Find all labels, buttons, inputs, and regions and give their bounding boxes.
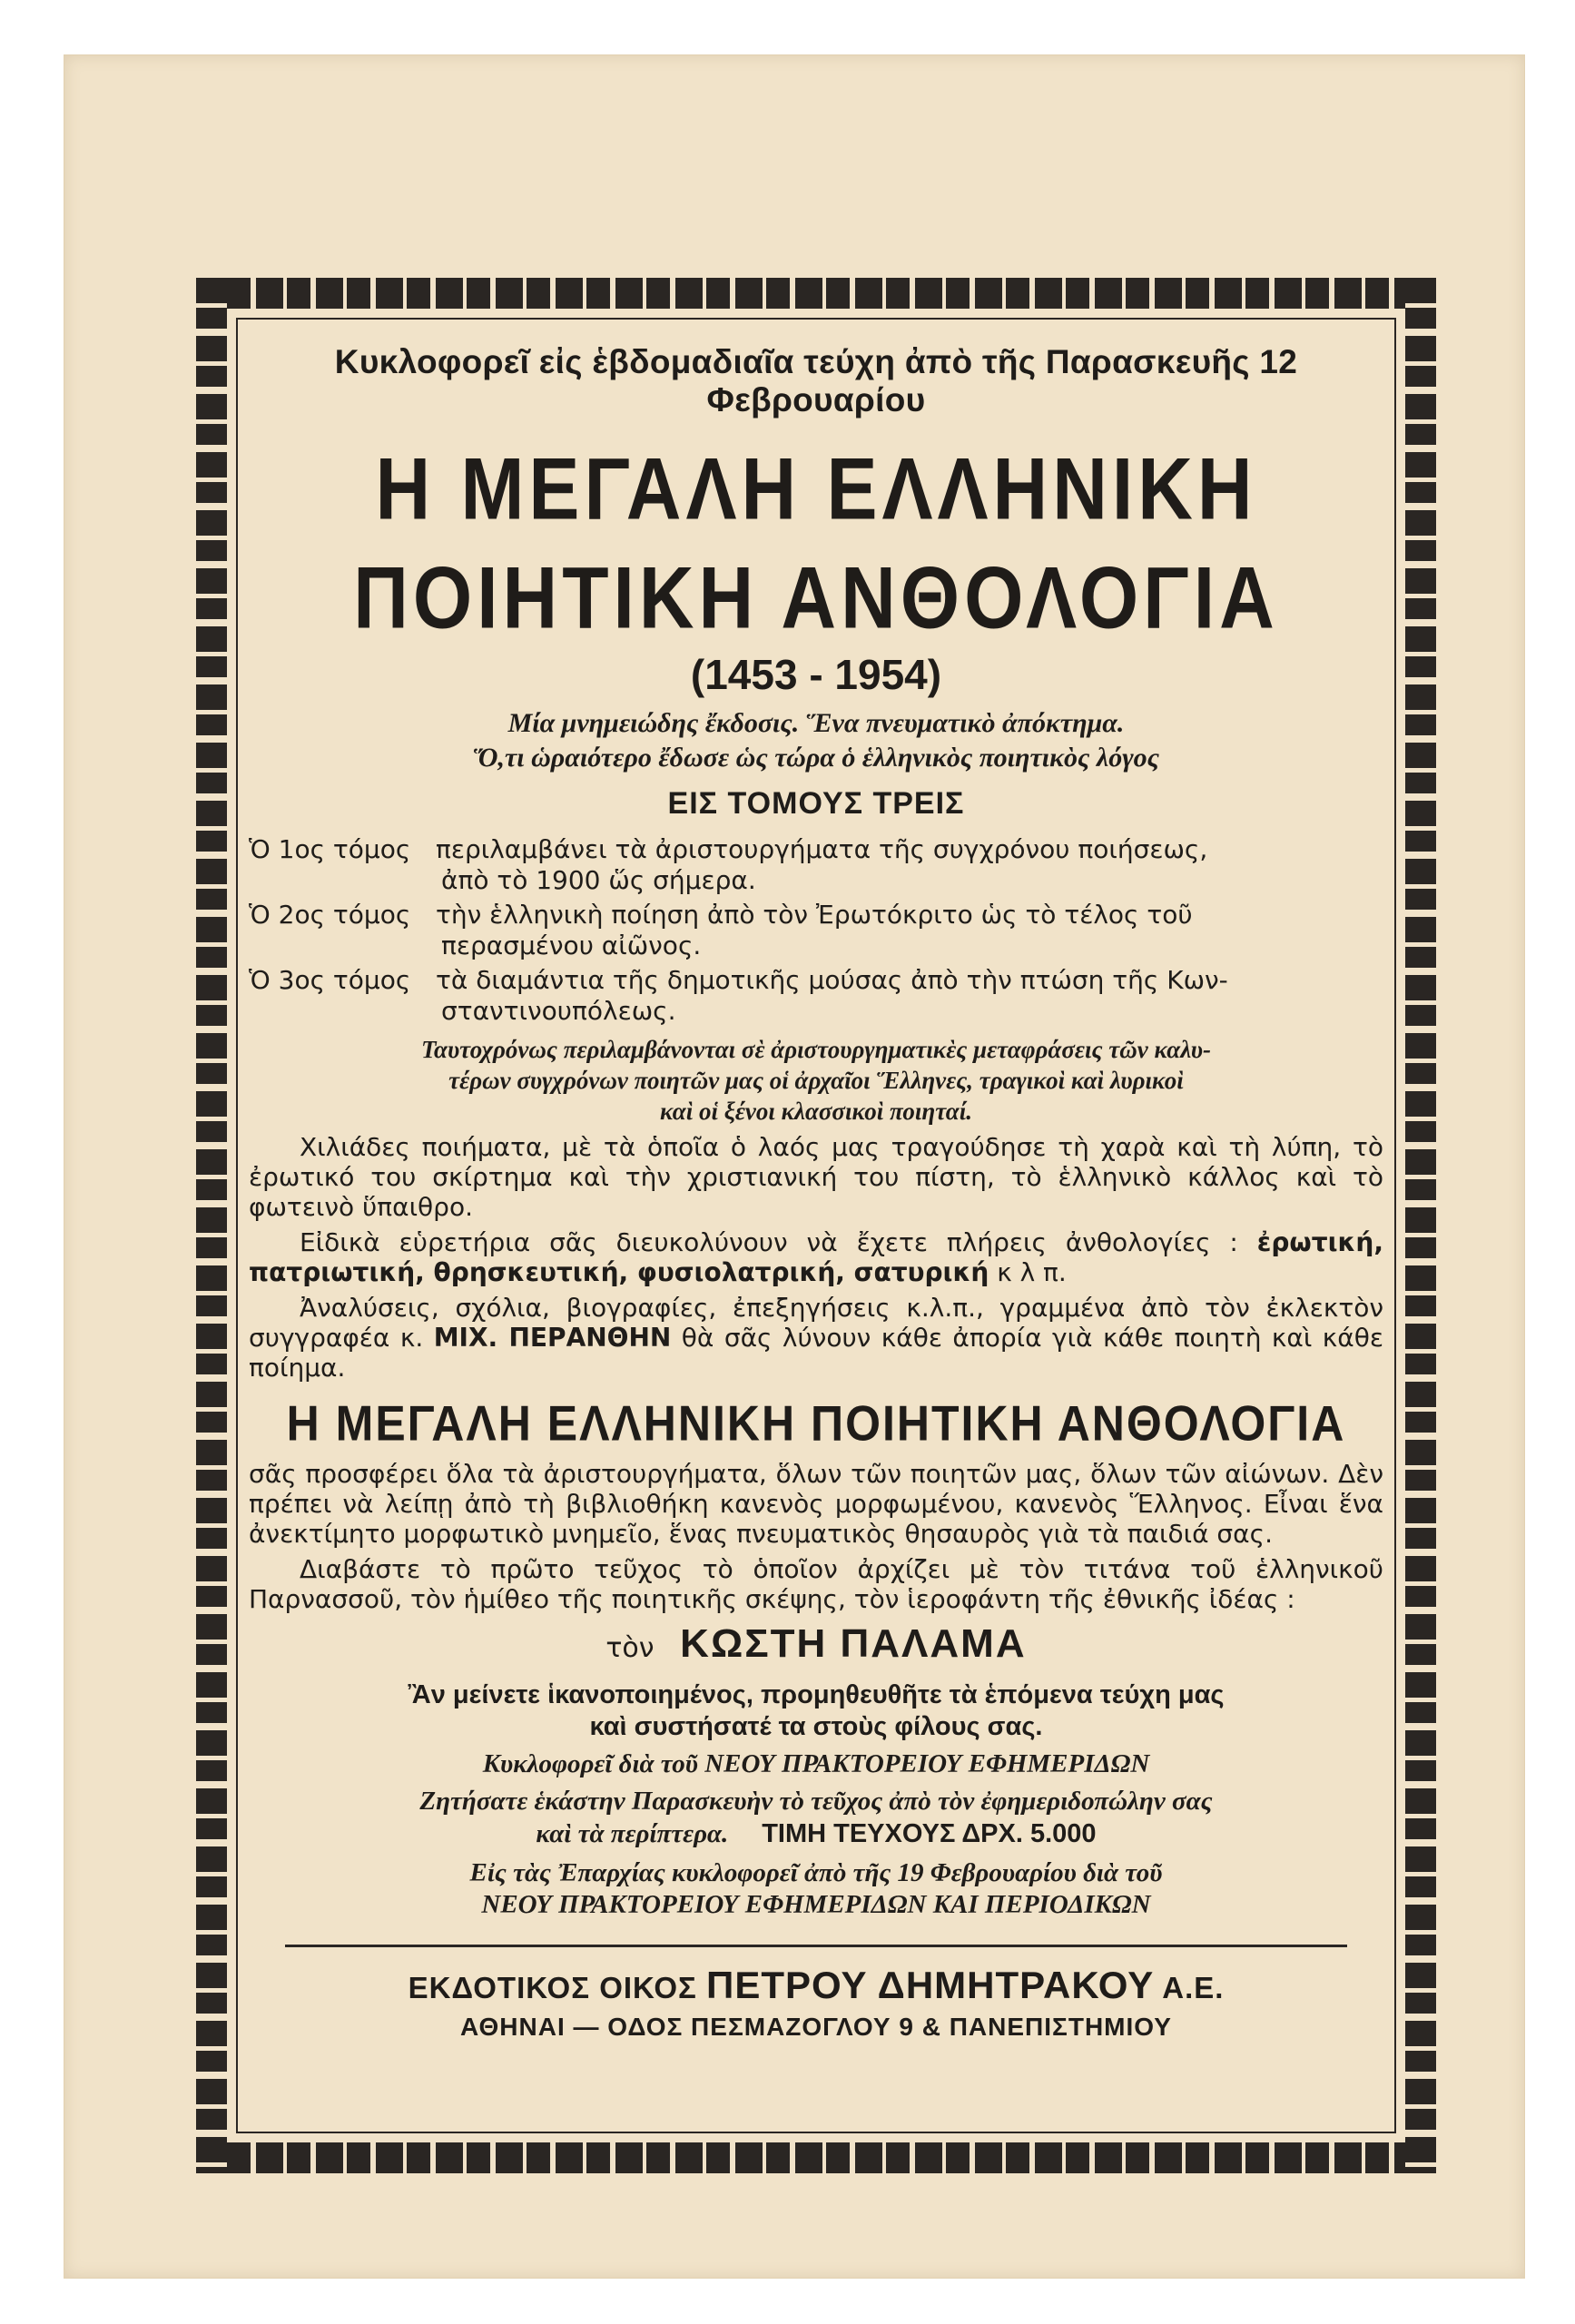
laurel-border-bottom (196, 2142, 1436, 2173)
closing-line6: Εἰς τὰς Ἐπαρχίας κυκλοφορεῖ ἀπὸ τῆς 19 Φεβρουαρίου διὰ τοῦ (469, 1858, 1163, 1887)
publisher-address: ΑΘΗΝΑΙ — ΟΔΟΣ ΠΕΣΜΑΖΟΓΛΟΥ 9 & ΠΑΝΕΠΙΣΤΗΜΙΟΥ (460, 2013, 1172, 2041)
volume-3-label: Ὁ 3ος τόμος (249, 965, 411, 995)
divider (285, 1945, 1347, 1947)
subtitle-line2: Ὅ,τι ὡραιότερο ἔδωσε ὡς τώρα ὁ ἑλληνικὸς ποιητικὸς λόγος (472, 743, 1160, 773)
poet-name: ΚΩΣΤΗ ΠΑΛΑΜΑ (680, 1621, 1027, 1666)
volume-3 (249, 965, 1383, 1027)
body2-paragraph-2: Διαβάστε τὸ πρῶτο τεῦχος τὸ ὁποῖον ἀρχίζει μὲ τὸν τιτάνα τοῦ ἑλληνικοῦ Παρνασσοῦ, τὸν ἡμίθεο τῆς ποιητικῆς σκέψης, τὸν ἱεροφάντη τῆς ἐθνικῆς ἰδέας : (249, 1554, 1383, 1614)
main-title-line2: ΠΟΙΗΤΙΚΗ ΑΝΘΟΛΟΓΙΑ (353, 547, 1279, 647)
closing-line3: Κυκλοφορεῖ διὰ τοῦ ΝΕΟΥ ΠΡΑΚΤΟΡΕΙΟΥ ΕΦΗΜΕΡΙΔΩΝ (482, 1749, 1150, 1778)
volume-1 (249, 834, 1383, 896)
flyer-content (249, 336, 1383, 2115)
para3-author: ΜΙΧ. ΠΕΡΑΝΘΗΝ (433, 1323, 672, 1353)
closing-line5 (249, 1817, 1383, 1850)
body-paragraph-3 (249, 1293, 1383, 1383)
volume-2-label: Ὁ 2ος τόμος (249, 900, 411, 930)
volume-1-label: Ὁ 1ος τόμος (249, 834, 411, 864)
mid-title: Η ΜΕΓΑΛΗ ΕΛΛΗΝΙΚΗ ΠΟΙΗΤΙΚΗ ΑΝΘΟΛΟΓΙΑ (286, 1395, 1346, 1452)
closing-line4: Ζητήσατε ἑκάστην Παρασκευὴν τὸ τεῦχος ἀπὸ τὸν ἐφημεριδοπώλην σας (419, 1787, 1213, 1816)
closing-line2: καὶ συστήσατέ τα στοὺς φίλους σας. (589, 1712, 1043, 1741)
poet-article: τὸν (605, 1632, 655, 1664)
paper-sheet (64, 54, 1525, 2279)
para3-end: θὰ σᾶς λύνουν κάθε ἀπορία γιὰ κάθε ποιητὴ καὶ κάθε ποίημα. (249, 1323, 1383, 1383)
closing-line1: Ἂν μείνετε ἱκανοποιημένος, προμηθευθῆτε τὰ ἑπόμενα τεύχη μας (408, 1680, 1225, 1709)
main-title-line1: Η ΜΕΓΑΛΗ ΕΛΛΗΝΙΚΗ (375, 438, 1257, 538)
years-range: (1453 - 1954) (690, 651, 942, 698)
laurel-border-top (196, 278, 1436, 309)
volume-3-line1: τὰ διαμάντια τῆς δημοτικῆς μούσας ἀπὸ τὴν πτώση τῆς Κων- (436, 965, 1228, 995)
closing-line7: ΝΕΟΥ ΠΡΑΚΤΟΡΕΙΟΥ ΕΦΗΜΕΡΙΔΩΝ ΚΑΙ ΠΕΡΙΟΔΙΚΩΝ (481, 1890, 1151, 1919)
body2-paragraph-1: σᾶς προσφέρει ὅλα τὰ ἀριστουργήματα, ὅλων τῶν ποιητῶν μας, ὅλων τῶν αἰώνων. Δὲν πρέπει νὰ λείπῃ ἀπὸ τὴ βιβλιοθήκη κανενὸς μορφωμένου, κανενὸς Ἕλληνος. Εἶναι ἕνα ἀνεκτίμητο μορφωτικὸ μνημεῖο, ἕνας πνευματικὸς θησαυρὸς γιὰ τὰ παιδιά σας. (249, 1459, 1383, 1549)
laurel-border-left (196, 278, 227, 2173)
volume-1-line1: περιλαμβάνει τὰ ἀριστουργήματα τῆς συγχρόνου ποιήσεως, (436, 834, 1208, 864)
para3-text: Ἀναλύσεις, σχόλια, βιογραφίες, ἐπεξηγήσεις κ.λ.π., γραμμένα ἀπὸ τὸν ἐκλεκτὸν συγγραφέα κ. (249, 1293, 1383, 1353)
poet-line (249, 1621, 1383, 1667)
body-paragraph-1: Χιλιάδες ποιήματα, μὲ τὰ ὁποῖα ὁ λαός μας τραγούδησε τὴ χαρὰ καὶ τὴ λύπη, τὸ ἐρωτικό του σκίρτημα καὶ τὴν χριστιανική του πίστη, τὸ ἑλληνικὸ κάλλος καὶ τὸ φωτεινὸ ὕπαιθρο. (249, 1132, 1383, 1222)
volume-2-line2: περασμένου αἰῶνος. (441, 931, 702, 960)
para2-text: Εἰδικὰ εὑρετήρια σᾶς διευκολύνουν νὰ ἔχετε πλήρεις ἀνθολογίες : (300, 1227, 1238, 1257)
volume-3-line2: σταντινουπόλεως. (441, 996, 676, 1026)
volumes-heading: ΕΙΣ ΤΟΜΟΥΣ ΤΡΕΙΣ (667, 786, 965, 821)
publisher-suffix: Α.Ε. (1162, 1971, 1225, 2004)
translations-line1: Ταυτοχρόνως περιλαμβάνονται σὲ ἀριστουργηματικὲς μεταφράσεις τῶν καλυ- (420, 1036, 1212, 1063)
translations-line3: καὶ οἱ ξένοι κλασσικοὶ ποιηταί. (659, 1098, 972, 1125)
para2-end: κ λ π. (997, 1257, 1067, 1287)
translations-note (249, 1034, 1383, 1127)
ornamental-border (196, 278, 1436, 2173)
issue-price: ΤΙΜΗ ΤΕΥΧΟΥΣ ΔΡΧ. 5.000 (762, 1819, 1097, 1848)
volume-2-line1: τὴν ἑλληνικὴ ποίηση ἀπὸ τὸν Ἐρωτόκριτο ὡς τὸ τέλος τοῦ (436, 900, 1193, 930)
circulation-line: Κυκλοφορεῖ εἰς ἑβδομαδιαῖα τεύχη ἀπὸ τῆς Παρασκευῆς 12 Φεβρουαρίου (334, 343, 1298, 419)
volume-1-line2: ἀπὸ τὸ 1900 ὥς σήμερα. (441, 865, 756, 895)
subtitle-line1: Μία μνημειώδης ἔκδοσις. Ἕνα πνευματικὸ ἀπόκτημα. (507, 708, 1125, 738)
volume-2 (249, 900, 1383, 961)
laurel-border-right (1405, 278, 1436, 2173)
para2-bold-genres: ἐρωτική, πατριωτική, θρησκευτική, φυσιολατρική, σατυρική (249, 1227, 1383, 1287)
publisher-prefix: ΕΚΔΟΤΙΚΟΣ ΟΙΚΟΣ (408, 1971, 697, 2004)
closing-line5-text: καὶ τὰ περίπτερα. (536, 1819, 729, 1848)
translations-line2: τέρων συγχρόνων ποιητῶν μας οἱ ἀρχαῖοι Ἕλληνες, τραγικοὶ καὶ λυρικοὶ (448, 1067, 1184, 1094)
body-paragraph-2 (249, 1227, 1383, 1287)
publisher-name: ΠΕΤΡΟΥ ΔΗΜΗΤΡΑΚΟΥ (706, 1964, 1155, 2006)
publisher-line (249, 1964, 1383, 2007)
